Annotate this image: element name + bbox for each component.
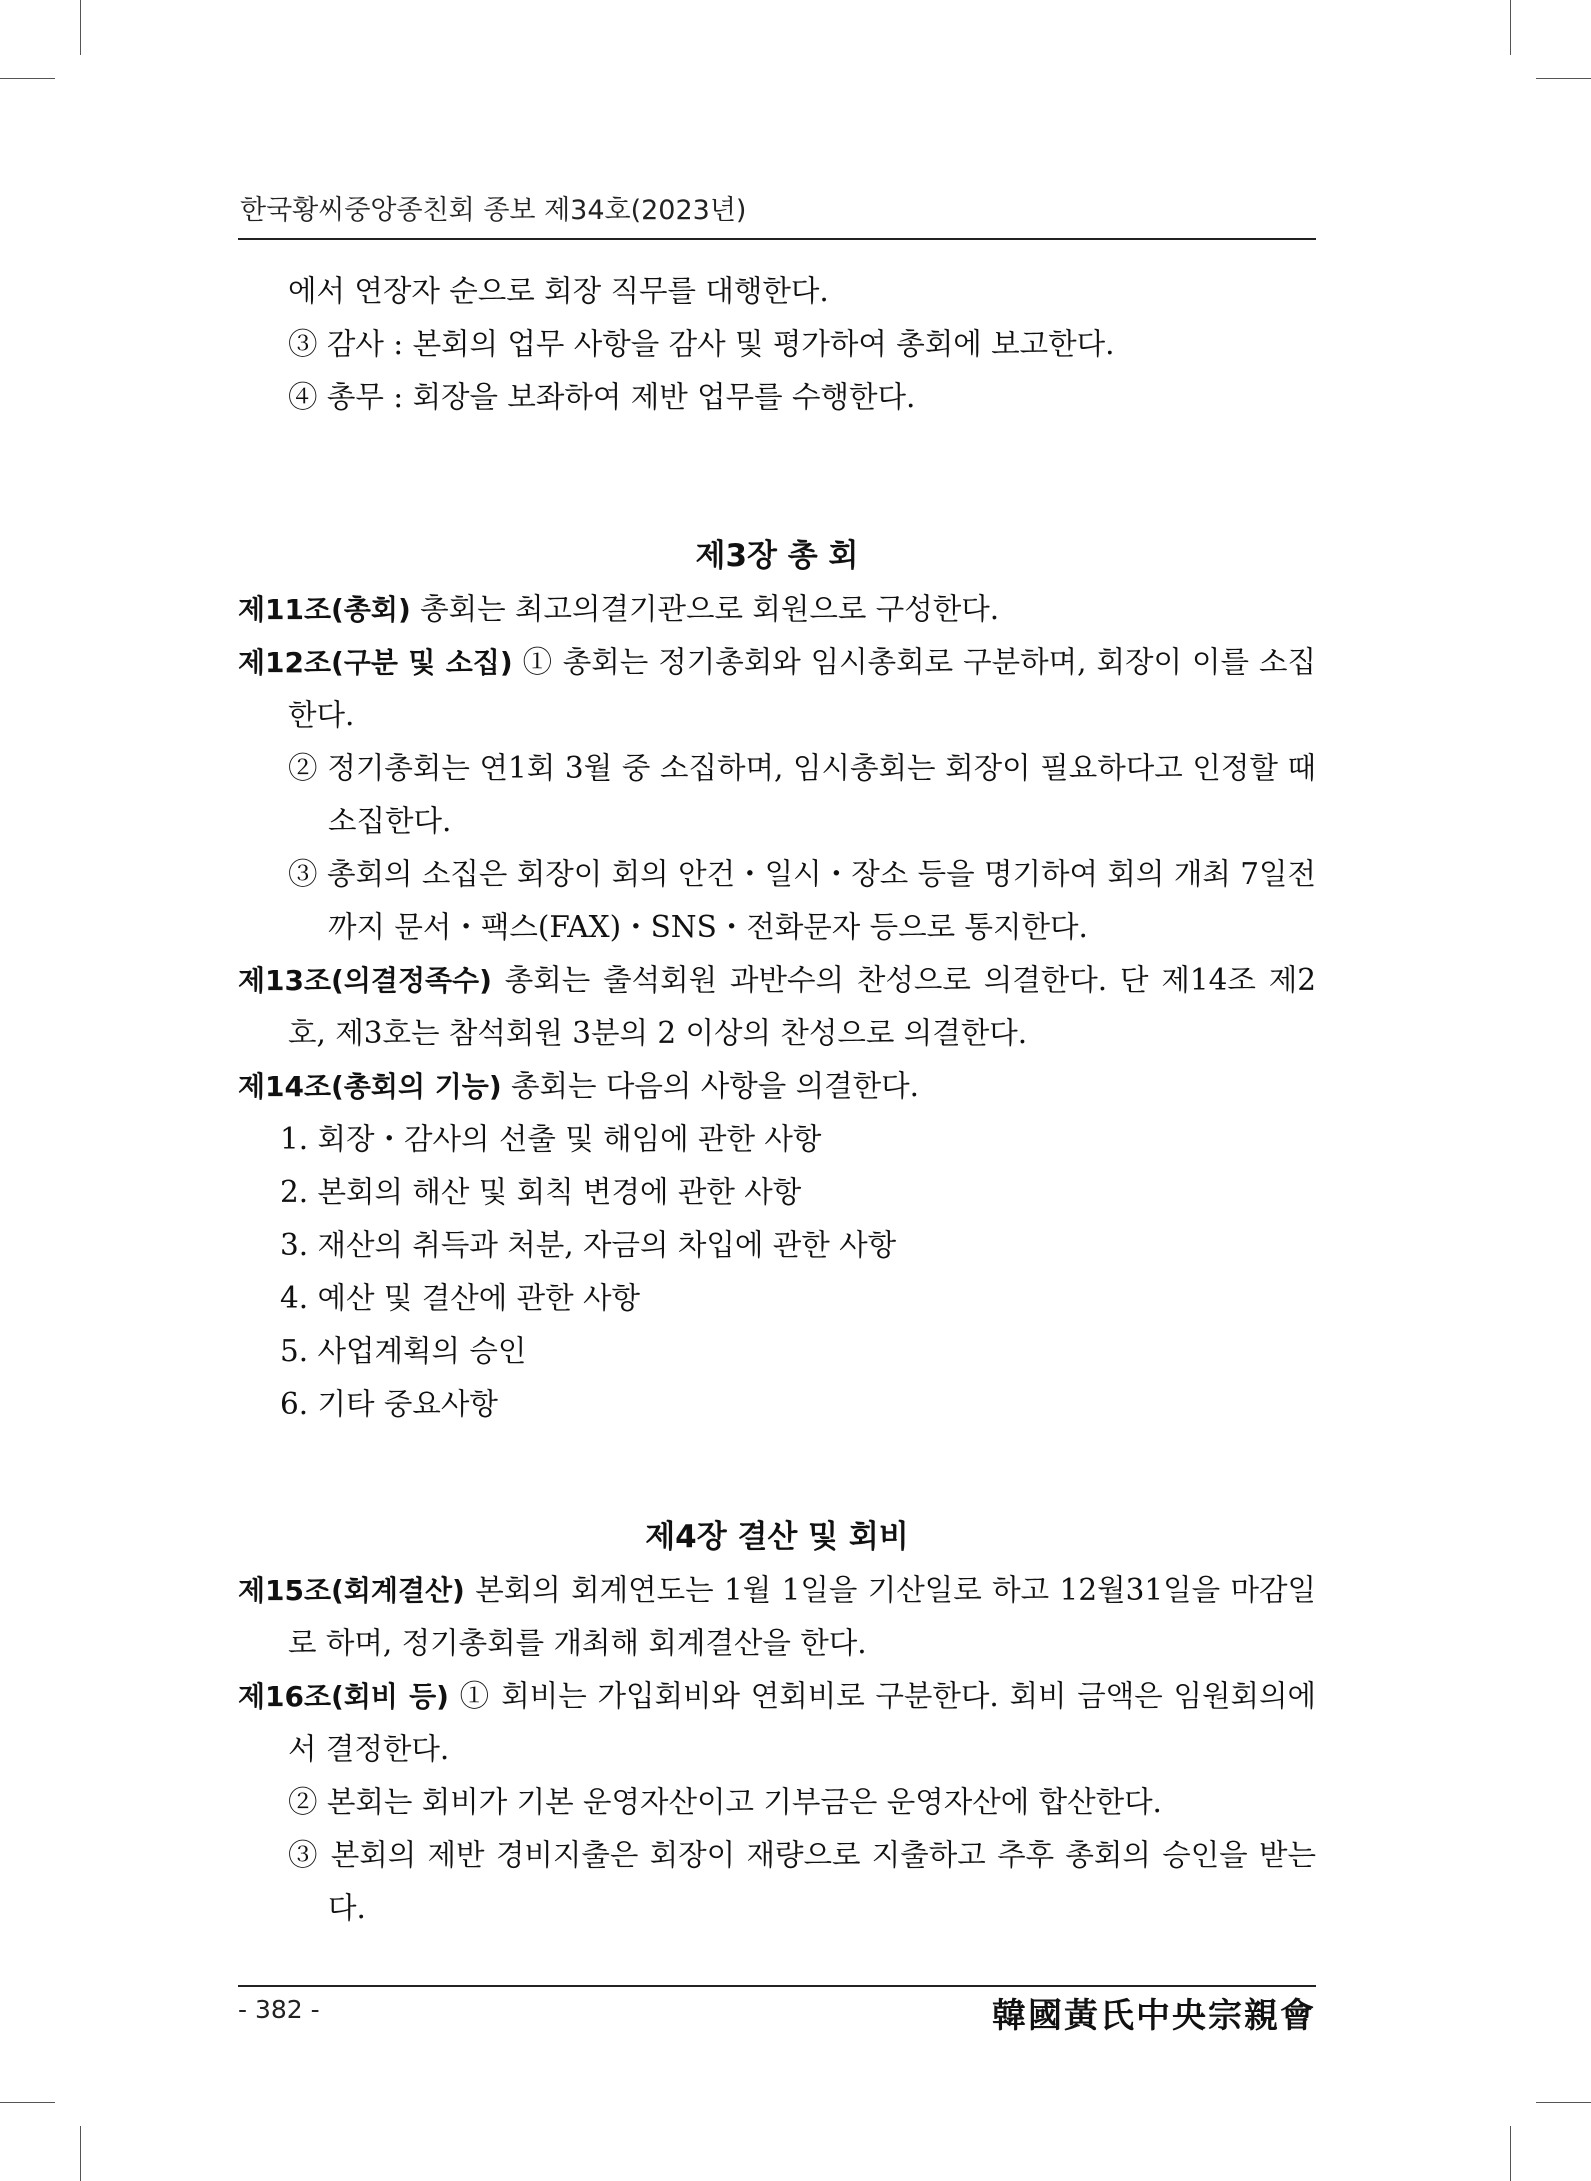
article-16: 제16조(회비 등) ① 회비는 가입회비와 연회비로 구분한다. 회비 금액은 임원회의에서 결정한다. <box>238 1679 1316 1766</box>
article-12: 제12조(구분 및 소집) ① 총회는 정기총회와 임시총회로 구분하며, 회장이 이를 소집한다. <box>238 645 1316 732</box>
numbered-item: 5. 사업계획의 승인 <box>280 1334 527 1368</box>
footer-rule <box>238 1985 1316 1987</box>
crop-mark <box>1510 2126 1511 2181</box>
article-label: 제12조(구분 및 소집) <box>238 646 513 679</box>
running-header: 한국황씨중앙종친회 종보 제34호(2023년) <box>240 195 747 226</box>
numbered-item: 2. 본회의 해산 및 회칙 변경에 관한 사항 <box>280 1175 802 1209</box>
article-13: 제13조(의결정족수) 총회는 출석회원 과반수의 찬성으로 의결한다. 단 제14조 제2호, 제3호는 참석회원 3분의 2 이상의 찬성으로 의결한다. <box>238 963 1316 1050</box>
crop-mark <box>1536 2102 1591 2103</box>
continued-text: 에서 연장자 순으로 회장 직무를 대행한다. <box>288 274 829 308</box>
list-item: ③ 총회의 소집은 회장이 회의 안건・일시・장소 등을 명기하여 회의 개최 7일전까지 문서・팩스(FAX)・SNS・전화문자 등으로 통지한다. <box>288 857 1316 944</box>
list-item: ④ 총무 : 회장을 보좌하여 제반 업무를 수행한다. <box>288 380 916 414</box>
article-label: 제14조(총회의 기능) <box>238 1070 502 1103</box>
crop-mark <box>80 0 81 55</box>
numbered-item: 6. 기타 중요사항 <box>280 1387 498 1421</box>
list-item: ③ 감사 : 본회의 업무 사항을 감사 및 평가하여 총회에 보고한다. <box>288 327 1115 361</box>
crop-mark <box>0 78 55 79</box>
article-15: 제15조(회계결산) 본회의 회계연도는 1월 1일을 기산일로 하고 12월31일을 마감일로 하며, 정기총회를 개최해 회계결산을 한다. <box>238 1573 1316 1660</box>
article-11: 제11조(총회) 총회는 최고의결기관으로 회원으로 구성한다. <box>238 592 1000 626</box>
crop-mark <box>1510 0 1511 55</box>
numbered-item: 3. 재산의 취득과 처분, 자금의 차입에 관한 사항 <box>280 1228 897 1262</box>
crop-mark <box>1536 78 1591 79</box>
list-item: ② 본회는 회비가 기본 운영자산이고 기부금은 운영자산에 합산한다. <box>288 1785 1162 1819</box>
article-label: 제11조(총회) <box>238 593 411 626</box>
crop-mark <box>80 2126 81 2181</box>
article-label: 제16조(회비 등) <box>238 1680 449 1713</box>
crop-mark <box>0 2102 55 2103</box>
article-label: 제15조(회계결산) <box>238 1574 465 1607</box>
page-body <box>238 265 1316 1935</box>
header-rule <box>238 238 1316 240</box>
article-label: 제13조(의결정족수) <box>238 964 492 997</box>
article-14: 제14조(총회의 기능) 총회는 다음의 사항을 의결한다. <box>238 1069 920 1103</box>
numbered-item: 4. 예산 및 결산에 관한 사항 <box>280 1281 641 1315</box>
chapter-title: 제4장 결산 및 회비 <box>645 1519 909 1555</box>
page-number: - 382 - <box>238 1995 320 2024</box>
society-logo: 韓國黃氏中央宗親會 <box>992 1996 1316 2036</box>
list-item: ③ 본회의 제반 경비지출은 회장이 재량으로 지출하고 추후 총회의 승인을 받는다. <box>288 1838 1316 1925</box>
numbered-item: 1. 회장・감사의 선출 및 해임에 관한 사항 <box>280 1122 822 1156</box>
list-item: ② 정기총회는 연1회 3월 중 소집하며, 임시총회는 회장이 필요하다고 인정할 때 소집한다. <box>288 751 1316 838</box>
chapter-title: 제3장 총 회 <box>695 538 859 574</box>
